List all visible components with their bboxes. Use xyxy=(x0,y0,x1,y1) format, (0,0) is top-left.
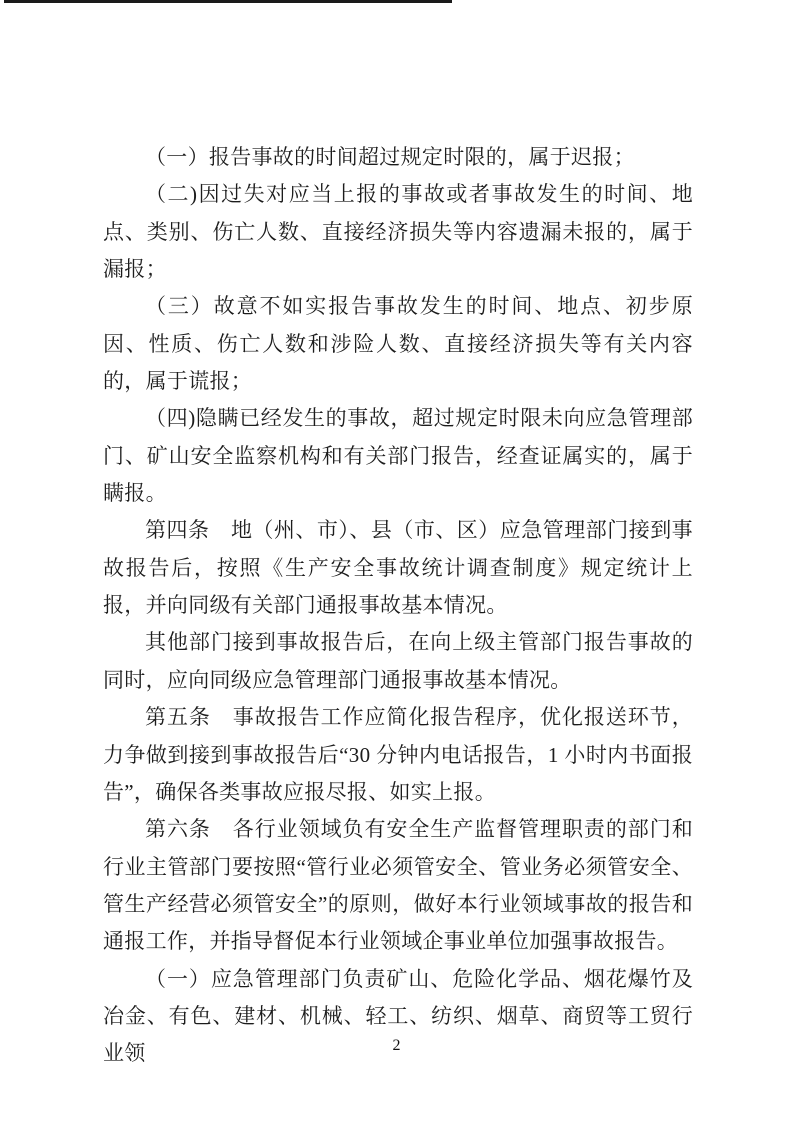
paragraph: 其他部门接到事故报告后，在向上级主管部门报告事故的同时，应向同级应急管理部门通报事故基本情况。 xyxy=(103,630,693,692)
paragraph: （一）应急管理部门负责矿山、危险化学品、烟花爆竹及冶金、有色、建材、机械、轻工、纺织、烟草、商贸等工贸行业领 xyxy=(103,966,693,1066)
paragraph: （四)隐瞒已经发生的事故，超过规定时限未向应急管理部门、矿山安全监察机构和有关部门报告，经查证属实的，属于瞒报。 xyxy=(103,406,693,506)
paragraph: （二)因过失对应当上报的事故或者事故发生的时间、地点、类别、伤亡人数、直接经济损失等内容遗漏未报的，属于漏报； xyxy=(103,182,693,282)
paragraph: 第五条 事故报告工作应简化报告程序，优化报送环节，力争做到接到事故报告后“30 分钟内电话报告，1 小时内书面报告”，确保各类事故应报尽报、如实上报。 xyxy=(103,705,693,804)
document-body xyxy=(103,139,693,1073)
scan-artifact-line xyxy=(4,0,452,3)
paragraph: 第四条 地（州、市）、县（市、区）应急管理部门接到事故报告后，按照《生产安全事故统计调查制度》规定统计上报，并向同级有关部门通报事故基本情况。 xyxy=(103,518,693,618)
paragraph: （一）报告事故的时间超过规定时限的，属于迟报； xyxy=(145,145,635,169)
paragraph: 第六条 各行业领域负有安全生产监督管理职责的部门和行业主管部门要按照“管行业必须管安全、管业务必须管安全、管生产经营必须管安全”的原则，做好本行业领域事故的报告和通报工作，并指导督促本行业领域企事业单位加强事故报告。 xyxy=(103,817,693,954)
page-number: 2 xyxy=(392,1037,401,1054)
paragraph: （三）故意不如实报告事故发生的时间、地点、初步原因、性质、伤亡人数和涉险人数、直接经济损失等有关内容的，属于谎报； xyxy=(103,294,693,394)
